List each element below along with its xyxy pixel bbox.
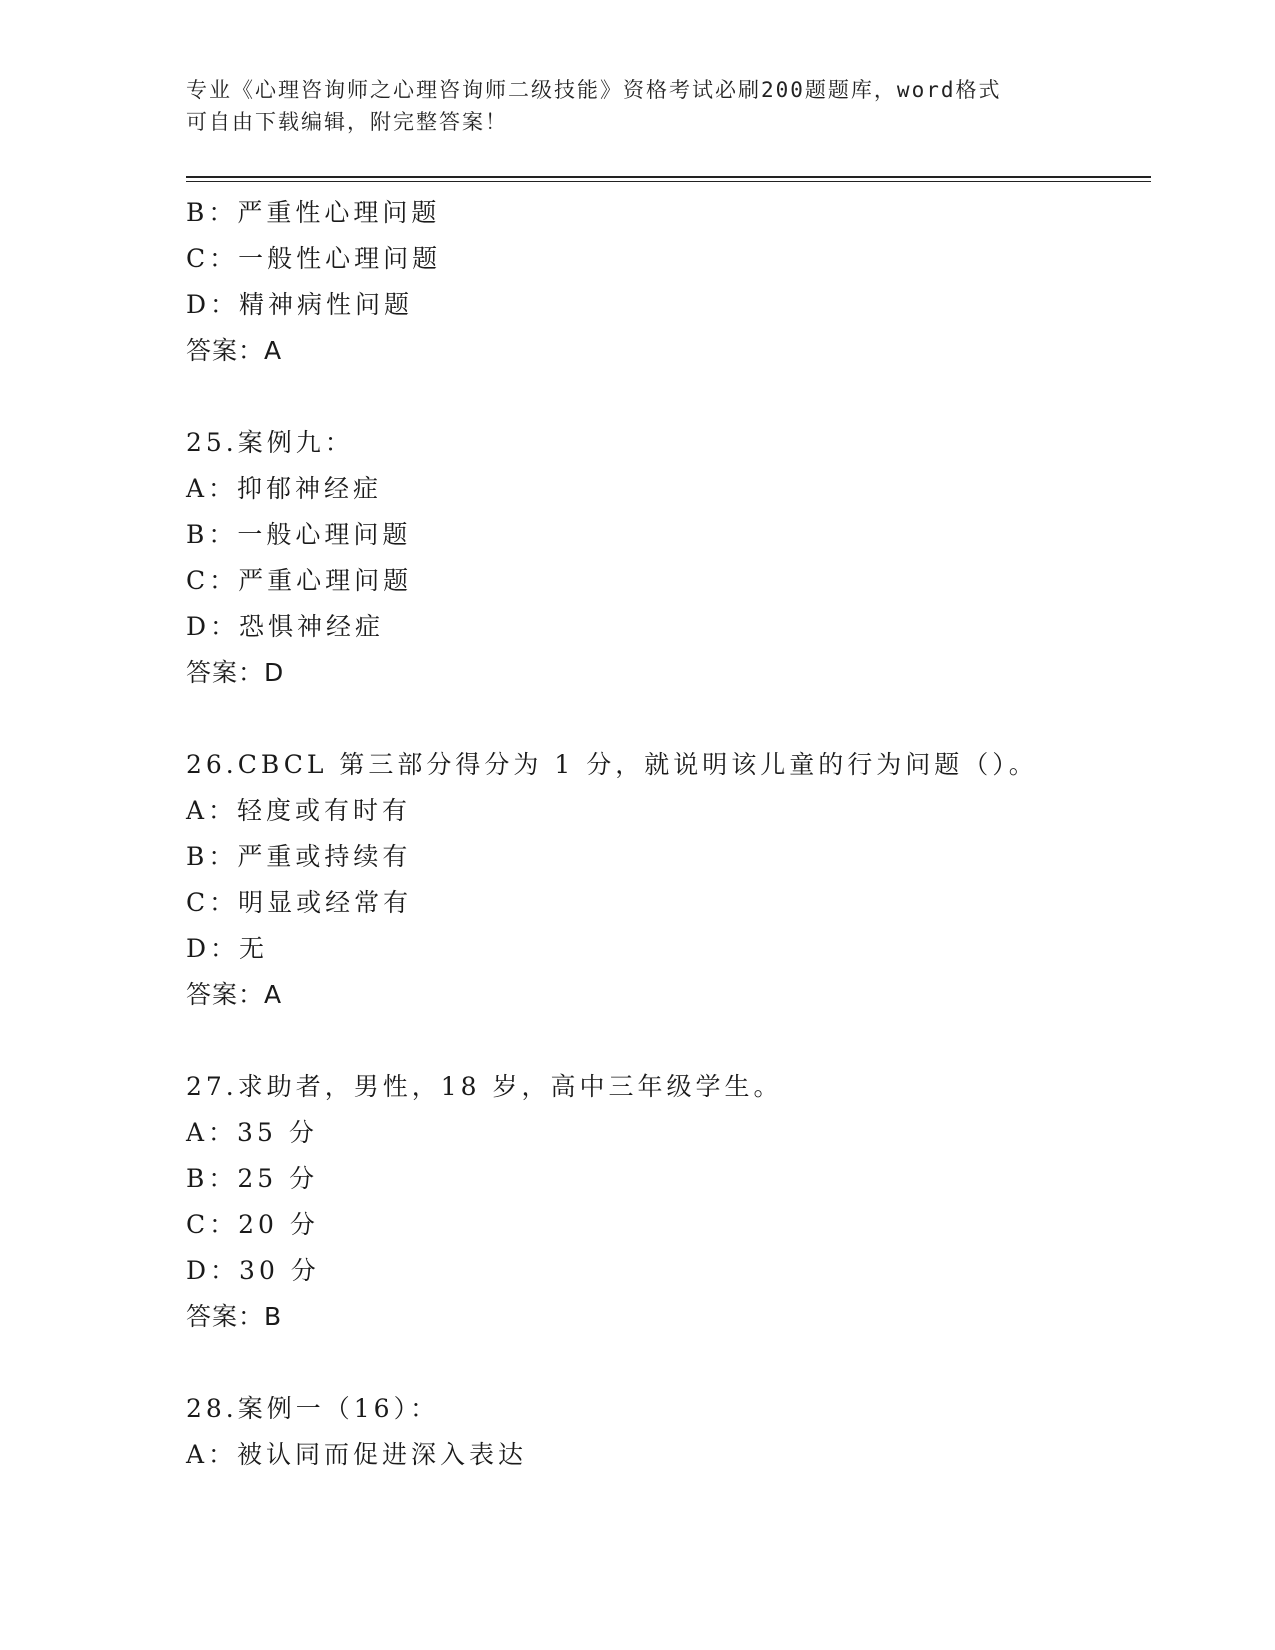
question-stem: 28.案例一（16）： [186,1394,440,1423]
answer: 答案：B [186,1302,283,1331]
option-a: A：抑郁神经症 [186,474,383,503]
option-b: B：严重性心理问题 [186,198,441,227]
question-27 [186,1064,1146,1340]
document-header [186,74,1066,138]
option-d: D：恐惧神经症 [186,612,385,641]
option-d: D：精神病性问题 [186,290,414,319]
header-line-2: 可自由下载编辑，附完整答案！ [186,110,508,134]
header-rule-thin [186,181,1151,182]
question-stem: 27.求助者，男性，18 岁，高中三年级学生。 [186,1072,783,1101]
answer: 答案：A [186,980,283,1009]
option-a: A：被认同而促进深入表达 [186,1440,528,1469]
option-a: A：轻度或有时有 [186,796,412,825]
question-24-tail [186,190,1146,374]
answer: 答案：A [186,336,283,365]
question-stem: 26.CBCL 第三部分得分为 1 分，就说明该儿童的行为问题（）。 [186,750,1038,779]
question-content [186,190,1146,1478]
option-b: B：一般心理问题 [186,520,412,549]
option-b: B：严重或持续有 [186,842,412,871]
option-c: C：明显或经常有 [186,888,413,917]
option-b: B：25 分 [186,1164,319,1193]
option-c: C：一般性心理问题 [186,244,442,273]
question-stem: 25.案例九： [186,428,354,457]
option-c: C：20 分 [186,1210,319,1239]
option-d: D：30 分 [186,1256,320,1285]
answer: 答案：D [186,658,285,687]
option-c: C：严重心理问题 [186,566,413,595]
header-line-1: 专业《心理咨询师之心理咨询师二级技能》资格考试必刷200题题库，word格式 [186,78,1002,102]
option-d: D：无 [186,934,269,963]
option-a: A：35 分 [186,1118,318,1147]
question-28 [186,1386,1146,1478]
question-25 [186,420,1146,696]
header-rule-thick [186,176,1151,178]
question-26 [186,742,1146,1018]
